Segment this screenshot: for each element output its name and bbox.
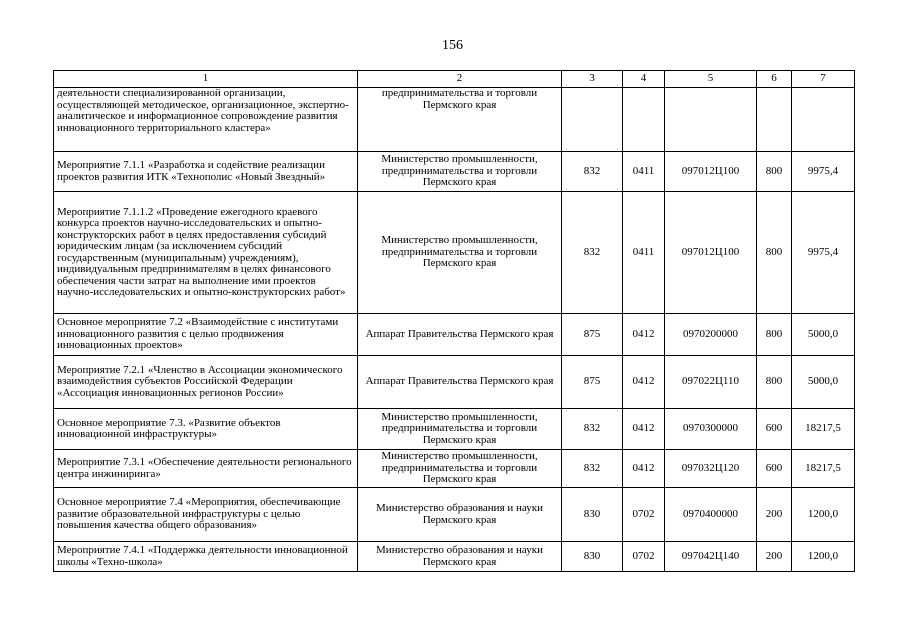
executor: предпринимательства и торговли Пермского края bbox=[358, 88, 562, 152]
amount: 1200,0 bbox=[792, 488, 855, 542]
section-code: 0411 bbox=[623, 152, 665, 192]
admin-code: 830 bbox=[562, 542, 623, 572]
admin-code: 832 bbox=[562, 409, 623, 450]
expense-type: 200 bbox=[757, 542, 792, 572]
admin-code: 830 bbox=[562, 488, 623, 542]
table-row bbox=[54, 356, 855, 409]
activity-name: Основное мероприятие 7.3. «Развитие объектов инновационной инфраструктуры» bbox=[54, 409, 358, 450]
admin-code: 875 bbox=[562, 314, 623, 356]
activity-name: Мероприятие 7.4.1 «Поддержка деятельности инновационной школы «Техно-школа» bbox=[54, 542, 358, 572]
amount: 18217,5 bbox=[792, 409, 855, 450]
table-row bbox=[54, 409, 855, 450]
section-code: 0702 bbox=[623, 488, 665, 542]
budget-table bbox=[53, 70, 855, 572]
table-row bbox=[54, 542, 855, 572]
activity-name: Мероприятие 7.1.1 «Разработка и содействие реализации проектов развития ИТК «Технополис «Новый Звездный» bbox=[54, 152, 358, 192]
executor: Министерство промышленности, предпринимательства и торговли Пермского края bbox=[358, 450, 562, 488]
header-cell: 3 bbox=[562, 71, 623, 88]
expense-type: 600 bbox=[757, 450, 792, 488]
amount: 18217,5 bbox=[792, 450, 855, 488]
activity-name: Мероприятие 7.1.1.2 «Проведение ежегодного краевого конкурса проектов научно-исследовательских и опытно-конструкторских работ в целях предоставления субсидий юридическим лицам (за исключением субсидий государственным (муниципальным) учреждениям), индивидуальным предпринимателям в целях финансового обеспечения части затрат на выполнение ими проектов научно-исследовательских и опытно-конструкторских работ» bbox=[54, 192, 358, 314]
table-row bbox=[54, 314, 855, 356]
section-code bbox=[623, 88, 665, 152]
admin-code bbox=[562, 88, 623, 152]
amount: 9975,4 bbox=[792, 192, 855, 314]
section-code: 0412 bbox=[623, 356, 665, 409]
header-cell: 4 bbox=[623, 71, 665, 88]
executor: Аппарат Правительства Пермского края bbox=[358, 314, 562, 356]
target-article: 097042Ц140 bbox=[665, 542, 757, 572]
target-article: 097012Ц100 bbox=[665, 192, 757, 314]
section-code: 0411 bbox=[623, 192, 665, 314]
activity-name: Мероприятие 7.3.1 «Обеспечение деятельности регионального центра инжиниринга» bbox=[54, 450, 358, 488]
activity-name: Основное мероприятие 7.4 «Мероприятия, обеспечивающие развитие образовательной инфраструктуры с целью повышения качества общего образования» bbox=[54, 488, 358, 542]
target-article: 0970300000 bbox=[665, 409, 757, 450]
section-code: 0702 bbox=[623, 542, 665, 572]
table-row bbox=[54, 488, 855, 542]
header-cell: 1 bbox=[54, 71, 358, 88]
section-code: 0412 bbox=[623, 450, 665, 488]
section-code: 0412 bbox=[623, 314, 665, 356]
activity-name: Мероприятие 7.2.1 «Членство в Ассоциации экономического взаимодействия субъектов Российской Федерации «Ассоциация инновационных регионов России» bbox=[54, 356, 358, 409]
executor: Министерство промышленности, предпринимательства и торговли Пермского края bbox=[358, 192, 562, 314]
target-article: 097022Ц110 bbox=[665, 356, 757, 409]
executor: Аппарат Правительства Пермского края bbox=[358, 356, 562, 409]
table-row bbox=[54, 88, 855, 152]
expense-type: 200 bbox=[757, 488, 792, 542]
table-row bbox=[54, 152, 855, 192]
target-article bbox=[665, 88, 757, 152]
executor: Министерство образования и науки Пермского края bbox=[358, 488, 562, 542]
table-row bbox=[54, 192, 855, 314]
admin-code: 832 bbox=[562, 152, 623, 192]
executor: Министерство образования и науки Пермского края bbox=[358, 542, 562, 572]
header-cell: 7 bbox=[792, 71, 855, 88]
header-cell: 2 bbox=[358, 71, 562, 88]
table-row bbox=[54, 450, 855, 488]
amount bbox=[792, 88, 855, 152]
amount: 5000,0 bbox=[792, 356, 855, 409]
section-code: 0412 bbox=[623, 409, 665, 450]
expense-type bbox=[757, 88, 792, 152]
activity-name: деятельности специализированной организации, осуществляющей методическое, организационное, экспертно-аналитическое и информационное сопровождение развития инновационного территориального кластера» bbox=[54, 88, 358, 152]
admin-code: 832 bbox=[562, 450, 623, 488]
expense-type: 800 bbox=[757, 192, 792, 314]
table-header-row bbox=[54, 71, 855, 88]
executor: Министерство промышленности, предпринимательства и торговли Пермского края bbox=[358, 409, 562, 450]
admin-code: 832 bbox=[562, 192, 623, 314]
expense-type: 600 bbox=[757, 409, 792, 450]
executor: Министерство промышленности, предпринимательства и торговли Пермского края bbox=[358, 152, 562, 192]
target-article: 0970200000 bbox=[665, 314, 757, 356]
amount: 1200,0 bbox=[792, 542, 855, 572]
expense-type: 800 bbox=[757, 152, 792, 192]
activity-name: Основное мероприятие 7.2 «Взаимодействие с институтами инновационного развития с целью продвижения инновационных проектов» bbox=[54, 314, 358, 356]
admin-code: 875 bbox=[562, 356, 623, 409]
target-article: 097012Ц100 bbox=[665, 152, 757, 192]
target-article: 097032Ц120 bbox=[665, 450, 757, 488]
expense-type: 800 bbox=[757, 356, 792, 409]
header-cell: 6 bbox=[757, 71, 792, 88]
page-number: 156 bbox=[442, 38, 463, 53]
amount: 5000,0 bbox=[792, 314, 855, 356]
header-cell: 5 bbox=[665, 71, 757, 88]
target-article: 0970400000 bbox=[665, 488, 757, 542]
expense-type: 800 bbox=[757, 314, 792, 356]
amount: 9975,4 bbox=[792, 152, 855, 192]
